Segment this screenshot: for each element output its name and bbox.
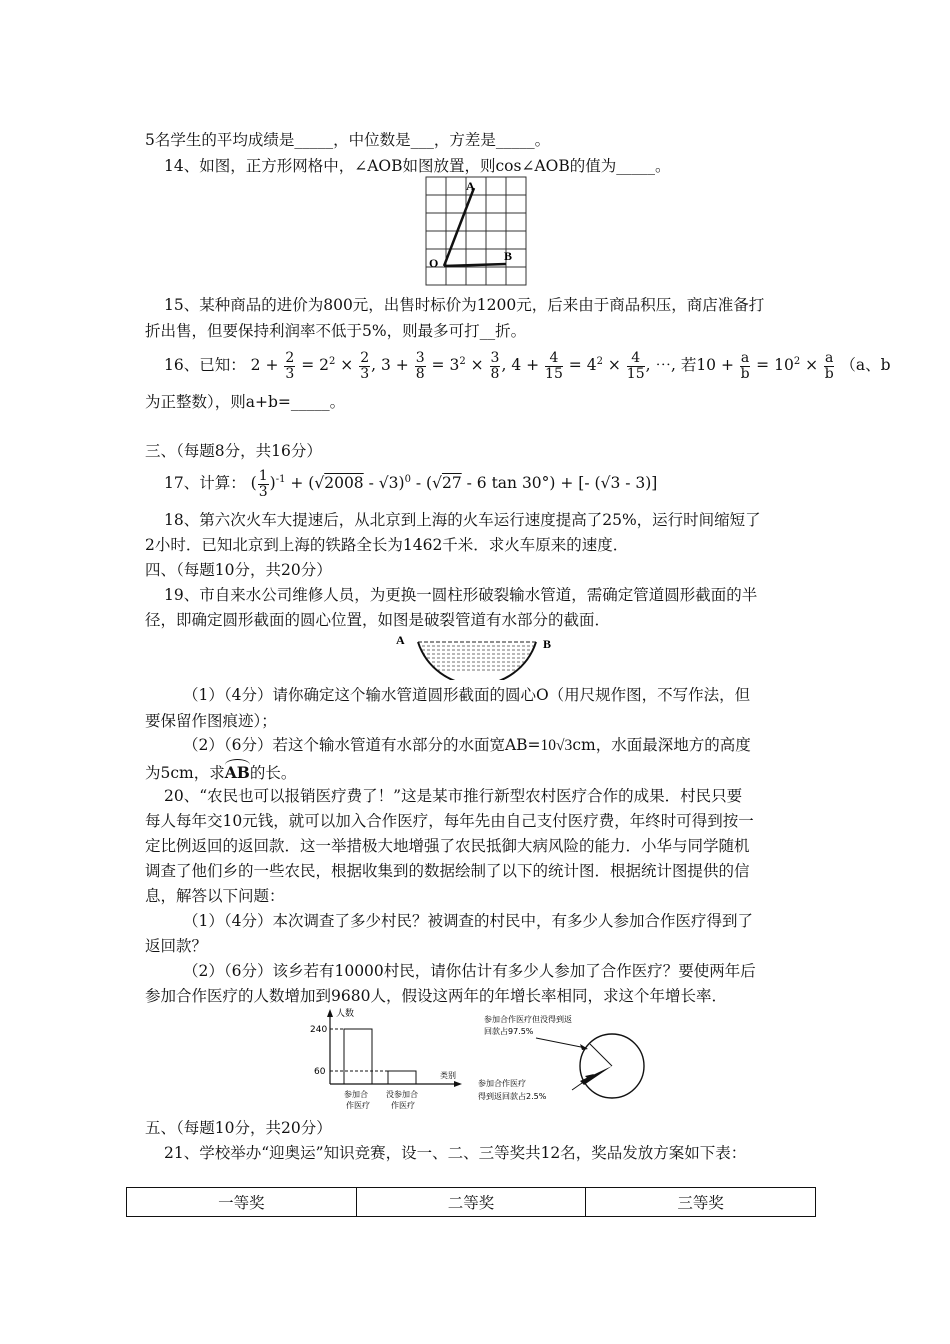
q20-line2: 每人每年交10元钱，就可以加入合作医疗，每年先由自己支付医疗费，年终时可得到按一 (145, 812, 754, 830)
grid-figure (420, 174, 530, 289)
bar-joined (344, 1029, 372, 1084)
header-third-prize: 三等奖 (586, 1188, 816, 1217)
q18-line1: 18、第六次火车大提速后，从北京到上海的火车运行速度提高了25%，运行时间缩短了 (164, 511, 761, 529)
q14-text: 14、如图，正方形网格中，∠AOB如图放置，则cos∠AOB的值为_____。 (164, 157, 671, 175)
q20-line3: 定比例返回的返回款．这一举措极大地增强了农民抵御大病风险的能力．小华与同学随机 (145, 837, 750, 855)
q18-line2: 2小时．已知北京到上海的铁路全长为1462千米．求火车原来的速度． (145, 536, 629, 554)
q20-line4: 调查了他们乡的一些农民，根据收集到的数据绘制了以下的统计图．根据统计图提供的信 (145, 862, 750, 880)
section-5-heading: 五、（每题10分，共20分） (145, 1119, 332, 1137)
label-A: A (396, 633, 405, 647)
q20-line1: 20、“农民也可以报销医疗费了！”这是某市推行新型农村医疗合作的成果．村民只要 (164, 787, 743, 805)
bar-chart (308, 1006, 468, 1114)
q13-tail: 5名学生的平均成绩是_____，中位数是___，方差是_____。 (145, 131, 551, 149)
pie-chart (476, 1010, 656, 1110)
q20-part2-line2: 参加合作医疗的人数增加到9680人，假设这两年的年增长率相同，求这个年增长率． (145, 987, 727, 1005)
ab-value: 10√3 (540, 737, 573, 754)
q19-part1-line2: 要保留作图痕迹）； (145, 712, 277, 730)
pie-label-top-line1: 参加合作医疗但没得到返 (484, 1015, 572, 1024)
section-4-heading: 四、（每题10分，共20分） (145, 561, 332, 579)
pie-label-bottom-line2: 得到返回款占2.5% (478, 1092, 547, 1101)
header-second-prize: 二等奖 (356, 1188, 586, 1217)
arc-ab: AB (225, 759, 250, 784)
label-O: O (429, 256, 439, 270)
ray-OB (444, 264, 506, 266)
section-3-heading: 三、（每题8分，共16分） (145, 442, 322, 460)
q19-line1: 19、市自来水公司维修人员，为更换一圆柱形破裂输水管道，需确定管道圆形截面的半 (164, 586, 758, 604)
category-2-line2: 作医疗 (391, 1101, 415, 1110)
q21-text: 21、学校举办“迎奥运”知识竞赛，设一、二、三等奖共12名，奖品发放方案如下表： (164, 1144, 747, 1162)
pipe-section-figure (392, 630, 562, 680)
prize-table (126, 1187, 816, 1217)
category-1-line2: 作医疗 (346, 1101, 370, 1110)
pie-label-bottom-line1: 参加合作医疗 (478, 1079, 526, 1088)
table-header-row (127, 1188, 816, 1217)
q17-text: 17、计算： ( $\frac{1}{3}$ )$^{-1}$ + (√2008 - √3)$^0$ - (√27 - 6 tan 30°) + [- (√3 - 3)] (164, 467, 658, 500)
q20-line5: 息，解答以下问题： (145, 887, 285, 905)
q20-part1-line1: （1）（4分）本次调查了多少村民？被调查的村民中，有多少人参加合作医疗得到了 (183, 912, 753, 930)
q19-line2: 径，即确定圆形截面的圆心位置，如图是破裂管道有水部分的截面． (145, 611, 611, 629)
y-axis-label: 人数 (336, 1009, 355, 1019)
category-1-line1: 参加合 (344, 1090, 368, 1099)
category-2-line1: 没参加合 (386, 1090, 418, 1099)
bar-not-joined (388, 1071, 416, 1084)
pie-slice-small (580, 1066, 612, 1085)
q15-line1: 15、某种商品的进价为800元，出售时标价为1200元，后来由于商品积压，商店准备打 (164, 296, 765, 314)
pie-label-top-line2: 回款占97.5% (484, 1027, 534, 1036)
q16-line2: 为正整数），则a+b=_____。 (145, 393, 346, 411)
header-first-prize: 一等奖 (127, 1188, 357, 1217)
q20-part1-line2: 返回款？ (145, 937, 208, 955)
label-A: A (466, 179, 475, 193)
x-axis-label: 类别 (440, 1071, 456, 1080)
q16-line1: 16、已知： 2 + $\frac{2}{3}$ = $2^2$ × $\frac{2}{3}$ , 3 + $\frac{3}{8}$ = $3^2$ × $\frac{3}{8}$ , 4 + $\frac{4}{15}$ = $4^2$ × $\frac{4}{15}$ , ⋯, 若10 + $\frac{a}{b}$ = $10^2$ × $\frac{a}{b}$ （a、b (164, 349, 891, 382)
label-B: B (543, 637, 552, 651)
q20-part2-line1: （2）（6分）该乡若有10000村民，请你估计有多少人参加了合作医疗？要使两年后 (183, 962, 756, 980)
q19-part1-line1: （1）（4分）请你确定这个输水管道圆形截面的圆心O（用尺规作图，不写作法，但 (183, 686, 751, 704)
label-B: B (504, 249, 513, 263)
ray-OA (444, 188, 474, 266)
q15-line2: 折出售，但要保持利润率不低于5%，则最多可打__折。 (145, 322, 527, 340)
q19-part2-line2: 为5cm，求AB的长。 (145, 759, 296, 784)
tick-60: 60 (314, 1067, 326, 1077)
q19-part2-line1: （2）（6分）若这个输水管道有水部分的水面宽AB=10√3cm，水面最深地方的高度 (183, 736, 751, 754)
tick-240: 240 (310, 1025, 328, 1035)
